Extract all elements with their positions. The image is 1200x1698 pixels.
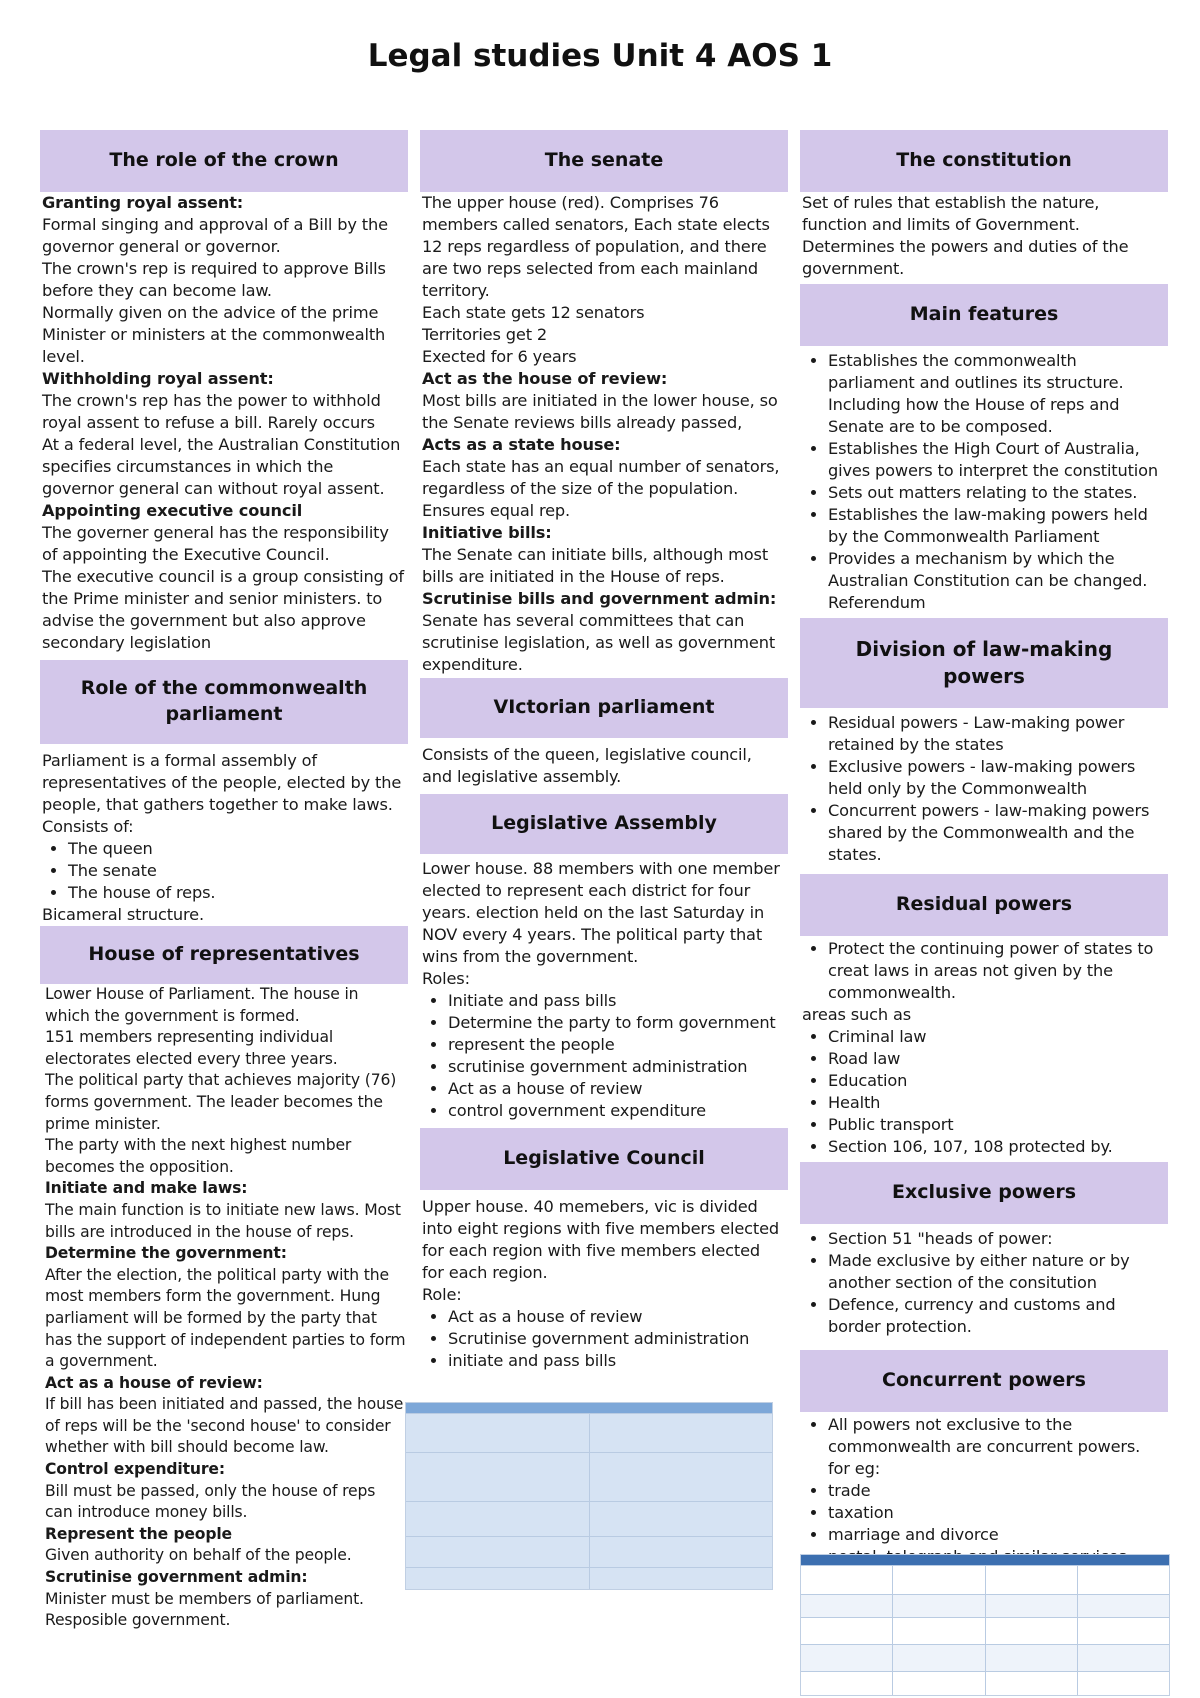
residual-list: [802, 938, 1166, 1004]
list-item: • Defence, currency and customs and border protection.: [828, 1294, 1166, 1338]
senate-subheading: Acts as a state house:: [422, 435, 621, 454]
senate-subheading: Initiative bills:: [422, 523, 552, 542]
list-item: • All powers not exclusive to the commonwealth are concurrent powers. for eg:: [828, 1414, 1166, 1480]
list-item: • Exclusive powers - law-making powers held only by the Commonwealth: [828, 756, 1166, 800]
senate-subheading: Scrutinise bills and government admin:: [422, 589, 777, 608]
crown-subheading: Withholding royal assent:: [42, 369, 274, 388]
section-body-cwparl: [40, 750, 408, 926]
senate-text: Senate has several committees that can scrutinise legislation, as well as government expenditure.: [422, 611, 776, 674]
table-row: [406, 1501, 772, 1536]
table-header: [801, 1555, 1169, 1565]
list-item: • The senate: [68, 860, 406, 882]
constitution-text: Set of rules that establish the nature, function and limits of Government. Determines the powers and duties of the government.: [802, 193, 1129, 278]
council-text: Upper house. 40 memebers, vic is divided into eight regions with five members elected for each region with five members elected for each region.: [422, 1197, 780, 1282]
hor-subheading: Initiate and make laws:: [45, 1179, 248, 1198]
hor-subheading: Scrutinise government admin:: [45, 1568, 308, 1587]
crown-text: Normally given on the advice of the prime Minister or ministers at the commonwealth level.: [42, 303, 386, 366]
section-heading-constitution: The constitution: [800, 130, 1168, 192]
cwparl-text: Bicameral structure.: [42, 905, 204, 924]
section-heading-council: Legislative Council: [420, 1128, 788, 1190]
table-row: [801, 1644, 1169, 1671]
list-item: • Determine the party to form government: [448, 1012, 786, 1034]
hor-text: 151 members representing individual electorates elected every three years.: [45, 1028, 338, 1068]
table-row: [801, 1617, 1169, 1644]
assembly-text: Roles:: [422, 969, 470, 988]
senate-subheading: Act as the house of review:: [422, 369, 668, 388]
column-1: [40, 130, 408, 1632]
crown-subheading: Appointing executive council: [42, 501, 303, 520]
hor-text: Given authority on behalf of the people.: [45, 1546, 352, 1565]
list-item: • Act as a house of review: [448, 1078, 786, 1100]
council-text: Role:: [422, 1285, 462, 1304]
list-item: • Establishes the High Court of Australia, gives powers to interpret the constitution: [828, 438, 1166, 482]
list-item: • marriage and divorce: [828, 1524, 1166, 1546]
section-heading-vic: VIctorian parliament: [420, 678, 788, 738]
table-row: [406, 1452, 772, 1501]
senate-text: Territories get 2: [422, 325, 548, 344]
cwparl-text: Parliament is a formal assembly of representatives of the people, elected by the people, that gathers together to make laws.: [42, 751, 402, 814]
list-item: • represent the people: [448, 1034, 786, 1056]
table-row: [801, 1594, 1169, 1617]
residual-text: areas such as: [802, 1005, 912, 1024]
section-heading-concurrent: Concurrent powers: [800, 1350, 1168, 1412]
list-item: • Section 106, 107, 108 protected by.: [828, 1136, 1166, 1158]
section-heading-division: Division of law-making powers: [800, 618, 1168, 708]
senate-text: Each state gets 12 senators: [422, 303, 645, 322]
list-item: • Public transport: [828, 1114, 1166, 1136]
section-heading-residual: Residual powers: [800, 874, 1168, 936]
assembly-text: Lower house. 88 members with one member elected to represent each district for four years. election held on the last Saturday in NOV every 4 years. The political party that wins from the government.: [422, 859, 780, 966]
hor-text: Lower House of Parliament. The house in which the government is formed.: [45, 985, 359, 1025]
list-item: • Protect the continuing power of states to creat laws in areas not given by the commonwealth.: [828, 938, 1166, 1004]
division-list: [802, 712, 1166, 866]
crown-subheading: Granting royal assent:: [42, 193, 244, 212]
senate-text: Most bills are initiated in the lower house, so the Senate reviews bills already passed,: [422, 391, 778, 432]
section-body-senate: [420, 192, 788, 676]
hor-text: The main function is to initiate new laws. Most bills are introduced in the house of reps.: [45, 1200, 401, 1241]
cwparl-text: Consists of:: [42, 817, 134, 836]
parliament-comparison-table-image: [405, 1402, 773, 1590]
list-item: • Establishes the law-making powers held by the Commonwealth Parliament: [828, 504, 1166, 548]
section-body-constitution: [800, 192, 1168, 280]
list-item: • scrutinise government administration: [448, 1056, 786, 1078]
section-heading-exclusive: Exclusive powers: [800, 1162, 1168, 1224]
hor-text: The political party that achieves majority (76) forms government. The leader becomes the prime minister.: [45, 1071, 397, 1133]
section-heading-assembly: Legislative Assembly: [420, 794, 788, 854]
table-row: [406, 1413, 772, 1452]
list-item: • The house of reps.: [68, 882, 406, 904]
crown-text: The crown's rep has the power to withhold royal assent to refuse a bill. Rarely occurs: [42, 391, 381, 432]
list-item: • Health: [828, 1092, 1166, 1114]
section-heading-senate: The senate: [420, 130, 788, 192]
hor-text: If bill has been initiated and passed, the house of reps will be the 'second house' to consider whether with bill should become law.: [45, 1395, 404, 1457]
hor-text: After the election, the political party with the most members form the government. Hung parliament will be formed by the party that has the support of independent parties to form a government.: [45, 1265, 406, 1371]
section-heading-hor: House of representatives: [40, 926, 408, 984]
list-item: • Act as a house of review: [448, 1306, 786, 1328]
table-row: [406, 1567, 772, 1590]
senate-text: The upper house (red). Comprises 76 members called senators, Each state elects 12 reps regardless of population, and there are two reps selected from each mainland territory.: [422, 193, 770, 300]
list-item: • taxation: [828, 1502, 1166, 1524]
concurrent-list: [802, 1414, 1166, 1568]
list-item: • Provides a mechanism by which the Australian Constitution can be changed. Referendum: [828, 548, 1166, 614]
section-body-vic: [420, 744, 788, 788]
list-item: • initiate and pass bills: [448, 1350, 786, 1372]
senate-text: The Senate can initiate bills, although most bills are initiated in the House of reps.: [422, 545, 769, 586]
hor-text: The party with the next highest number becomes the opposition.: [45, 1136, 352, 1176]
table-row: [406, 1536, 772, 1567]
section-body-features: [800, 350, 1168, 614]
section-body-assembly: [420, 858, 788, 1122]
features-list: [802, 350, 1166, 614]
hor-text: Minister must be members of parliament. Resposible government.: [45, 1589, 364, 1630]
table-row: [801, 1565, 1169, 1594]
section-heading-crown: The role of the crown: [40, 130, 408, 192]
crown-text: The executive council is a group consisting of the Prime minister and senior ministers. to advise the government but also approve secondary legislation: [42, 567, 404, 652]
crown-text: The crown's rep is required to approve Bills before they can become law.: [42, 259, 386, 300]
crown-text: At a federal level, the Australian Constitution specifies circumstances in which the governor general can without royal assent.: [42, 435, 401, 498]
list-item: • Initiate and pass bills: [448, 990, 786, 1012]
vic-text: Consists of the queen, legislative council, and legislative assembly.: [422, 745, 752, 786]
assembly-list: [422, 990, 786, 1122]
section-body-hor: [40, 984, 408, 1632]
list-item: • Residual powers - Law-making power retained by the states: [828, 712, 1166, 756]
list-item: • Education: [828, 1070, 1166, 1092]
residual-areas-list: [802, 1026, 1166, 1158]
hor-text: Bill must be passed, only the house of reps can introduce money bills.: [45, 1481, 376, 1522]
section-body-council: [420, 1196, 788, 1372]
section-heading-cwparl: Role of the commonwealth parliament: [40, 660, 408, 744]
senate-text: Exected for 6 years: [422, 347, 577, 366]
list-item: • trade: [828, 1480, 1166, 1502]
list-item: • Sets out matters relating to the states.: [828, 482, 1166, 504]
senate-text: Each state has an equal number of senators, regardless of the size of the population. Ensures equal rep.: [422, 457, 780, 520]
list-item: • Criminal law: [828, 1026, 1166, 1048]
list-item: • Road law: [828, 1048, 1166, 1070]
hor-subheading: Represent the people: [45, 1524, 232, 1543]
crown-text: The governer general has the responsibility of appointing the Executive Council.: [42, 523, 389, 564]
table-row: [801, 1671, 1169, 1696]
list-item: • The queen: [68, 838, 406, 860]
list-item: • control government expenditure: [448, 1100, 786, 1122]
page-title: Legal studies Unit 4 AOS 1: [367, 38, 833, 74]
list-item: • Concurrent powers - law-making powers shared by the Commonwealth and the states.: [828, 800, 1166, 866]
list-item: • Scrutinise government administration: [448, 1328, 786, 1350]
list-item: • Made exclusive by either nature or by another section of the consitution: [828, 1250, 1166, 1294]
council-list: [422, 1306, 786, 1372]
section-heading-features: Main features: [800, 284, 1168, 346]
section-body-division: [800, 712, 1168, 866]
crown-text: Formal singing and approval of a Bill by the governor general or governor.: [42, 215, 388, 256]
list-item: • Establishes the commonwealth parliament and outlines its structure. Including how the House of reps and Senate are to be composed.: [828, 350, 1166, 438]
exclusive-list: [802, 1228, 1166, 1338]
hor-subheading: Control expenditure:: [45, 1460, 225, 1479]
cwparl-list: [42, 838, 406, 904]
section-body-residual: [800, 938, 1168, 1158]
table-header: [406, 1403, 772, 1413]
section-body-concurrent: [800, 1414, 1168, 1568]
column-3: [800, 130, 1168, 1568]
hor-subheading: Act as a house of review:: [45, 1373, 263, 1392]
section-body-exclusive: [800, 1228, 1168, 1338]
hor-subheading: Determine the government:: [45, 1244, 287, 1263]
powers-comparison-table-image: [800, 1554, 1170, 1696]
section-body-crown: [40, 192, 408, 654]
list-item: • Section 51 "heads of power:: [828, 1228, 1166, 1250]
column-2: [420, 130, 788, 1372]
